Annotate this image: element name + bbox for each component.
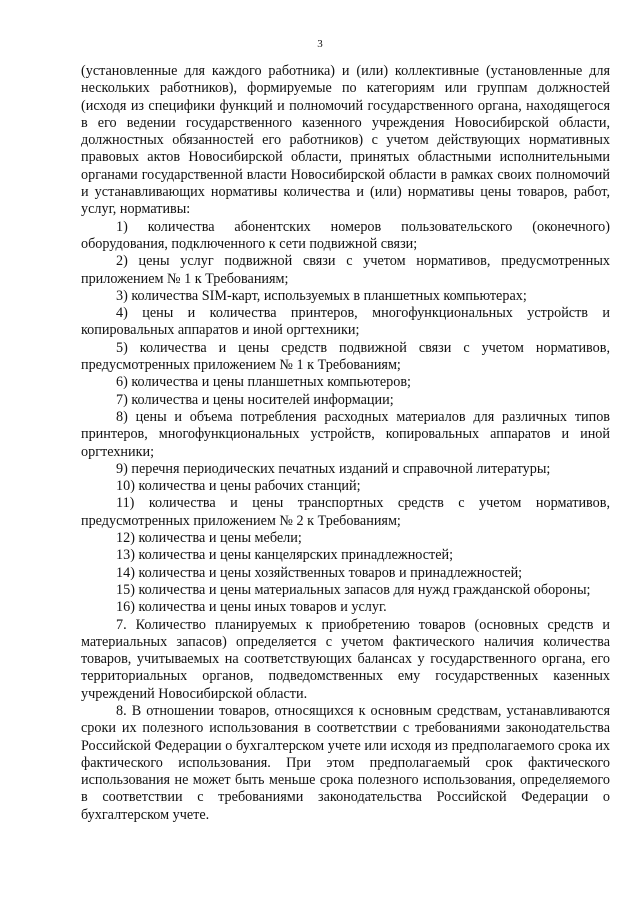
paragraph: 6) количества и цены планшетных компьютеров;	[116, 374, 411, 391]
paragraph: 3) количества SIM-карт, используемых в планшетных компьютерах;	[116, 287, 527, 304]
paragraph: 4) цены и количества принтеров, многофункциональных устройств и копировальных аппаратов и иной оргтехники;	[81, 305, 610, 339]
paragraph: 16) количества и цены иных товаров и услуг.	[116, 599, 387, 616]
paragraph: 10) количества и цены рабочих станций;	[116, 478, 361, 495]
paragraph: 7. Количество планируемых к приобретению товаров (основных средств и материальных запасов) определяется с учетом фактического наличия количества товаров, учитываемых на соответствующих балансах у государственного органа, его территориальных органов, подведомственных ему государственных казенных учреждений Новосибирской области.	[81, 616, 610, 702]
paragraph: 14) количества и цены хозяйственных товаров и принадлежностей;	[116, 564, 523, 581]
paragraph: 8. В отношении товаров, относящихся к основным средствам, устанавливаются сроки их полезного использования в соответствии с требованиями законодательства Российской Федерации о бухгалтерском учете или исходя из предполагаемого срока их фактического использования. При этом предполагаемый срок фактического использования не может быть меньше срока полезного использования, определяемого в соответствии с требованиями законодательства Российской Федерации о бухгалтерском учете.	[81, 702, 610, 823]
paragraph: 1) количества абонентских номеров пользовательского (оконечного) оборудования, подключенного к сети подвижной связи;	[81, 218, 610, 252]
paragraph: 12) количества и цены мебели;	[116, 530, 302, 547]
document-body	[81, 63, 610, 824]
page-number: 3	[317, 38, 323, 50]
paragraph: 13) количества и цены канцелярских принадлежностей;	[116, 547, 454, 564]
paragraph: (установленные для каждого работника) и (или) коллективные (установленные для нескольких работников), формируемые по категориям или группам должностей (исходя из специфики функций и полномочий государственного органа, находящегося в его ведении государственного казенного учреждения Новосибирской области, должностных обязанностей его работников) с учетом действующих нормативных правовых актов Новосибирской области, принятых областными исполнительными органами государственной власти Новосибирской области в рамках своих полномочий и устанавливающих нормативы количества и (или) нормативы цены товаров, работ, услуг, нормативы:	[81, 63, 610, 218]
paragraph: 15) количества и цены материальных запасов для нужд гражданской обороны;	[116, 581, 591, 598]
paragraph: 7) количества и цены носителей информации;	[116, 391, 394, 408]
paragraph: 5) количества и цены средств подвижной связи с учетом нормативов, предусмотренных приложением № 1 к Требованиям;	[81, 339, 610, 374]
paragraph: 9) перечня периодических печатных изданий и справочной литературы;	[116, 460, 551, 477]
paragraph: 2) цены услуг подвижной связи с учетом нормативов, предусмотренных приложением № 1 к Требованиям;	[81, 253, 610, 287]
paragraph: 8) цены и объема потребления расходных материалов для различных типов принтеров, многофункциональных устройств, копировальных аппаратов и иной оргтехники;	[81, 408, 610, 460]
paragraph: 11) количества и цены транспортных средств с учетом нормативов, предусмотренных приложением № 2 к Требованиям;	[81, 495, 610, 529]
